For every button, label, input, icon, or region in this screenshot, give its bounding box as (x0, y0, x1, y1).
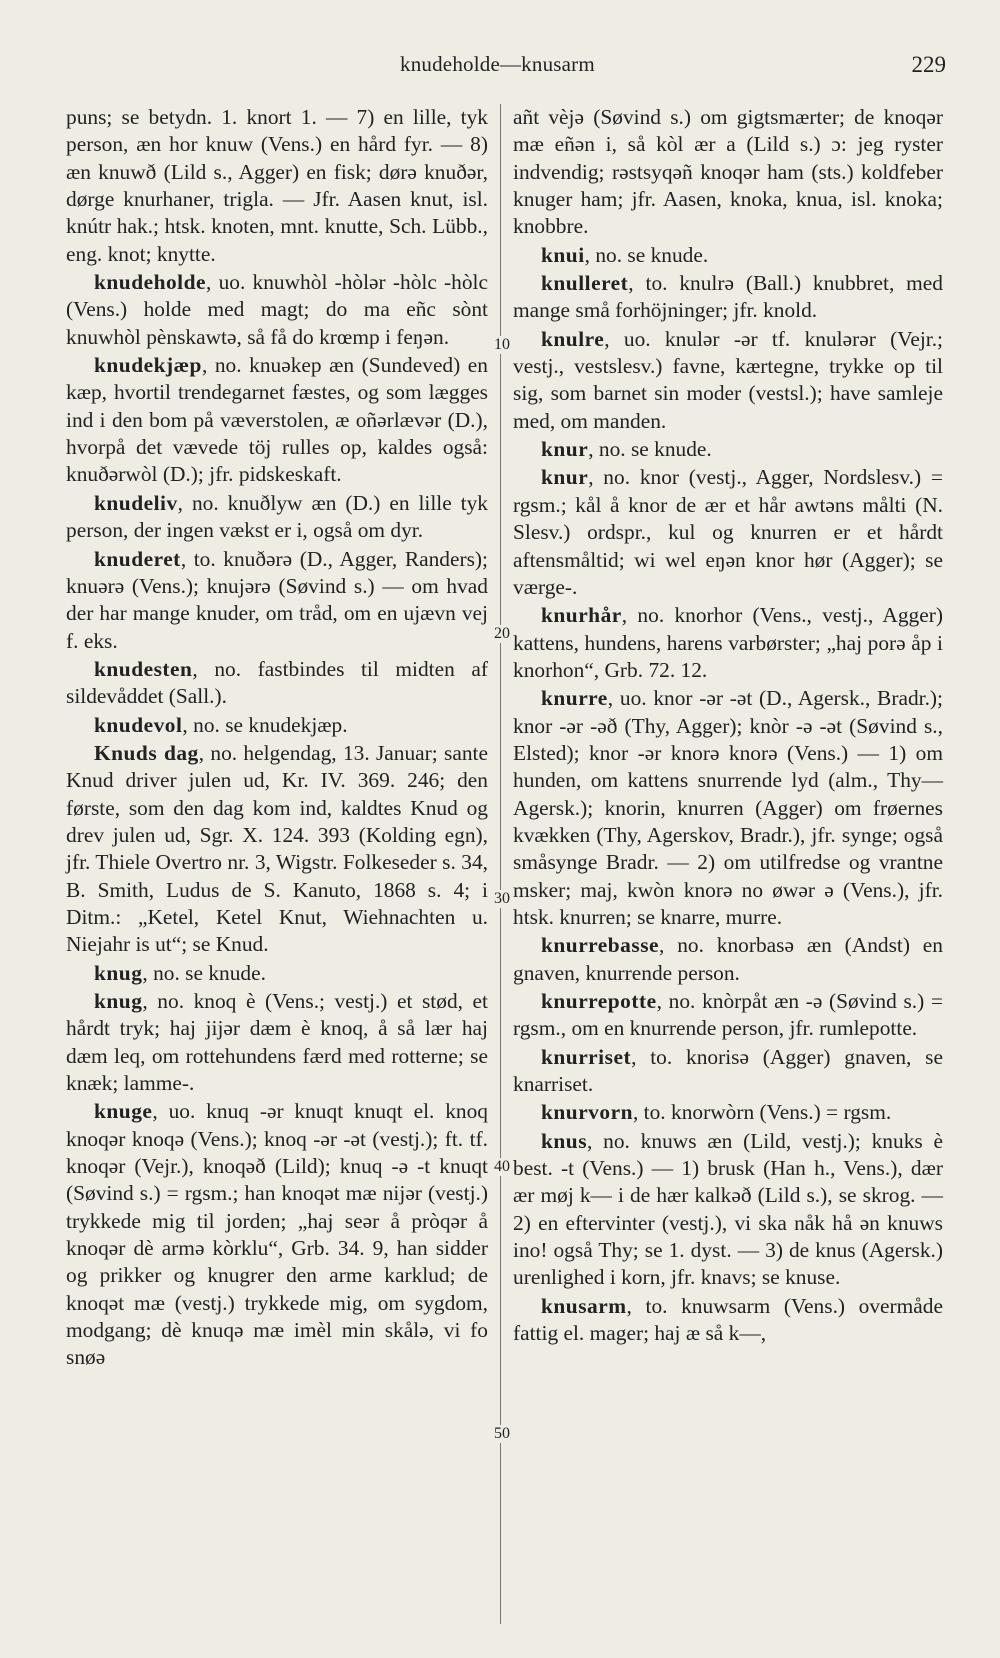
entry-text: , no. knuəkep æn (Sundeved) en kæp, hvortil trendegarnet fæstes, og som lægges ind i den bom på væverstolen, æ oñərlævər (D.), hvorpå det vævede töj rulles op, kaldes også: knuðərwòl (D.); jfr. pidskeskaft. (66, 353, 488, 487)
entry-text: , no. knuðlyw æn (D.) en lille tyk person, der ingen vækst er i, også om dyr. (66, 490, 488, 543)
entry-text: añt vèjə (Søvind s.) om gigtsmærter; de knoqər mæ eñən i, så kòl ær a (Lild s.) ɔ: jeg ryster indvendig; rəstsyqəñ knoqər ham (sts.) koldfeber knuger ham; jfr. Aasen, knoka, knua, isl. knoka; knobbre. (513, 105, 943, 239)
dictionary-entry (66, 490, 488, 545)
column-divider (500, 104, 501, 1624)
entry-headword: knudeliv (94, 490, 178, 515)
entry-text: , uo. knulər -ər tf. knulərər (Vejr.; vestj., vestslesv.) favne, kærtegne, trykke op til sig, som barnet sin moder (vestsl.); have samleje med, om manden. (513, 326, 943, 433)
right-column (513, 104, 943, 1347)
dictionary-entry (66, 960, 488, 987)
dictionary-entry (513, 1128, 943, 1292)
dictionary-entry (513, 104, 943, 241)
entry-headword: knudesten (94, 656, 193, 681)
entry-text: , no. se knude. (142, 960, 266, 985)
dictionary-entry (513, 602, 943, 684)
entry-headword: knur (541, 437, 589, 462)
entry-text: , no. knor (vestj., Agger, Nordslesv.) = rgsm.; kål å knor de ær et hår awtəns målti (N. Slesv.) ordspr., kul og knurren er et hårdt aftensmåltid; wi wel eŋən knor hør (Agger); se værge-. (513, 465, 943, 599)
entry-text: , to. knuðərə (D., Agger, Randers); knuərə (Vens.); knujərə (Søvind s.) — om hvad der har mange knuder, om tråd, om en ujævn vej f. eks. (66, 546, 488, 653)
entry-text: , no. knorhor (Vens., vestj., Agger) kattens, hundens, harens varbørster; „haj porə åp i knorhon“, Grb. 72. 12. (513, 603, 943, 682)
dictionary-entry (513, 685, 943, 931)
entry-text: , no. se knude. (584, 242, 709, 267)
entry-headword: knulre (541, 326, 605, 351)
entry-text: , no. knoq è (Vens.; vestj.) et stød, et hårdt tryk; haj jijər dæm è knoq, å så lær haj dæm leq, om rottehundens færd med rotterne; se knæk; lamme-. (66, 989, 488, 1096)
dictionary-entry (513, 1293, 943, 1348)
entry-headword: knug (94, 989, 143, 1013)
entry-text: , uo. knuwhòl -hòlər -hòlc -hòlc (Vens.) holde med magt; do ma eñc sònt knuwhòl pènskawtə, så få do krœmp i feŋən. (66, 270, 488, 349)
entry-text: , uo. knuq -ər knuqt knuqt el. knoq knoqər knoqə (Vens.); knoq -ər -ət (vestj.); ft. tf. knoqər (Vejr.), knoqəð (Lild); knuq -ə -t knuqt (Søvind s.) = rgsm.; han knoqət mæ nijər (vestj.) trykkede mig til jorden; „haj seər å pròqər å knoqər dè armə kòrklu“, Grb. 34. 9, han sidder og prikker og knugrer den arme karklud; de knoqət mæ (vestj.) trykkede mig, om sygdom, modgang; dè knuqə mæ imèl min skålə, vi fo snøə (66, 1099, 488, 1370)
entry-headword: knudeholde (94, 270, 207, 295)
dictionary-entry (66, 104, 488, 268)
left-column (66, 104, 488, 1372)
running-header (0, 52, 1000, 88)
dictionary-entry (513, 464, 943, 601)
entry-headword: knurrebasse (541, 933, 660, 958)
line-number: 50 (494, 1425, 510, 1442)
header-title: knudeholde—knusarm (400, 52, 595, 76)
dictionary-entry (66, 269, 488, 351)
entry-headword: knug (94, 960, 143, 985)
entry-headword: knurriset (541, 1044, 632, 1069)
entry-text: , uo. knor -ər -ət (D., Agersk., Bradr.); knor -ər -əð (Thy, Agger); knòr -ə -ət (Søvind s., Elsted); knor -ər knorə knorə (Vens.) — 1) om hunden, om kattens snurrende lyd (alm., Thy—Agersk.); knorin, knurren (Agger) om frøernes kvækken (Thy, Agerskov, Bradr.), jfr. synge; også småsynge Bradr. — 2) om utilfredse og vrantne msker; maj, kwòn knorə no øwər ə (Vens.), jfr. htsk. knurren; se knarre, murre. (513, 686, 943, 929)
entry-headword: knurre (541, 686, 608, 711)
entry-text: , no. se knude. (588, 437, 712, 462)
dictionary-entry (66, 546, 488, 655)
dictionary-entry (513, 326, 943, 435)
line-number: 30 (494, 890, 510, 907)
entry-headword: knudekjæp (94, 353, 202, 378)
entry-text: , no. fastbindes til midten af sildevåddet (Sall.). (66, 656, 488, 709)
dictionary-entry (513, 1099, 943, 1126)
dictionary-entry (66, 352, 488, 489)
entry-headword: knurrepotte (541, 989, 657, 1013)
dictionary-entry (66, 712, 488, 739)
entry-text: , no. knuws æn (Lild, vestj.); knuks è best. -t (Vens.) — 1) brusk (Han h., Vens.), dær ær møj k— i de hær kalkəð (Lild s.), se skrog. — 2) en eftervinter (vestj.), vi ska nåk hå ən knuws ino! også Thy; se 1. dyst. — 3) de knus (Agersk.) urenlighed i korn, jfr. knavs; se knuse. (513, 1128, 943, 1290)
dictionary-entry (513, 988, 943, 1043)
dictionary-entry (513, 436, 943, 463)
entry-text: , no. knòrpåt æn -ə (Søvind s.) = rgsm., om en knurrende person, jfr. rumlepotte. (513, 989, 943, 1041)
line-number: 10 (494, 336, 510, 353)
entry-headword: knurhår (541, 603, 622, 628)
dictionary-entry (66, 656, 488, 711)
entry-headword: knuge (94, 1099, 153, 1124)
dictionary-entry (66, 740, 488, 959)
entry-text: , no. helgendag, 13. Januar; sante Knud driver julen ud, Kr. IV. 369. 246; den første, som den dag kom ind, kaldtes Knud og drev julen ud, Sgr. X. 124. 393 (Kolding egn), jfr. Thiele Overtro nr. 3, Wigstr. Folkeseder s. 34, B. Smith, Ludus de S. Kanuto, 1868 s. 4; i Ditm.: „Ketel, Ketel Knut, Wiehnachten u. Niejahr is ut“; se Knud. (66, 740, 488, 957)
dictionary-entry (66, 1098, 488, 1371)
entry-headword: knur (541, 465, 589, 490)
entry-headword: knuderet (94, 546, 181, 571)
entry-headword: Knuds dag (94, 740, 199, 765)
line-number: 20 (494, 625, 510, 642)
entry-text: , no. knorbasə æn (Andst) en gnaven, knurrende person. (513, 933, 943, 985)
entry-text: , to. knulrə (Ball.) knubbret, med mange små forhöjninger; jfr. knold. (513, 271, 943, 323)
entry-headword: knurvorn (541, 1100, 633, 1125)
dictionary-entry (513, 1044, 943, 1099)
entry-headword: knus (541, 1128, 588, 1153)
entry-text: puns; se betydn. 1. knort 1. — 7) en lille, tyk person, æn hor knuw (Vens.) en hård fyr. — 8) æn knuwð (Lild s., Agger) en fisk; dørə knuðər, dørge knurhaner, trigla. — Jfr. Aasen knut, isl. knútr hak.; htsk. knoten, mnt. knutte, Sch. Lübb., eng. knot; knytte. (66, 105, 488, 266)
entry-text: , to. knorisə (Agger) gnaven, se knarriset. (513, 1044, 943, 1097)
entry-text: , to. knorwòrn (Vens.) = rgsm. (632, 1100, 892, 1125)
dictionary-entry (513, 270, 943, 325)
line-number: 40 (494, 1158, 510, 1175)
dictionary-entry (513, 932, 943, 987)
dictionary-entry (513, 242, 943, 269)
entry-headword: knulleret (541, 271, 629, 296)
entry-headword: knusarm (541, 1293, 627, 1318)
entry-text: , to. knuwsarm (Vens.) overmåde fattig el. mager; haj æ så k—, (513, 1293, 943, 1346)
dictionary-entry (66, 988, 488, 1097)
entry-text: , no. se knudekjæp. (182, 712, 348, 737)
page-number: 229 (911, 52, 946, 77)
entry-headword: knui (541, 242, 585, 267)
entry-headword: knudevol (94, 712, 183, 737)
